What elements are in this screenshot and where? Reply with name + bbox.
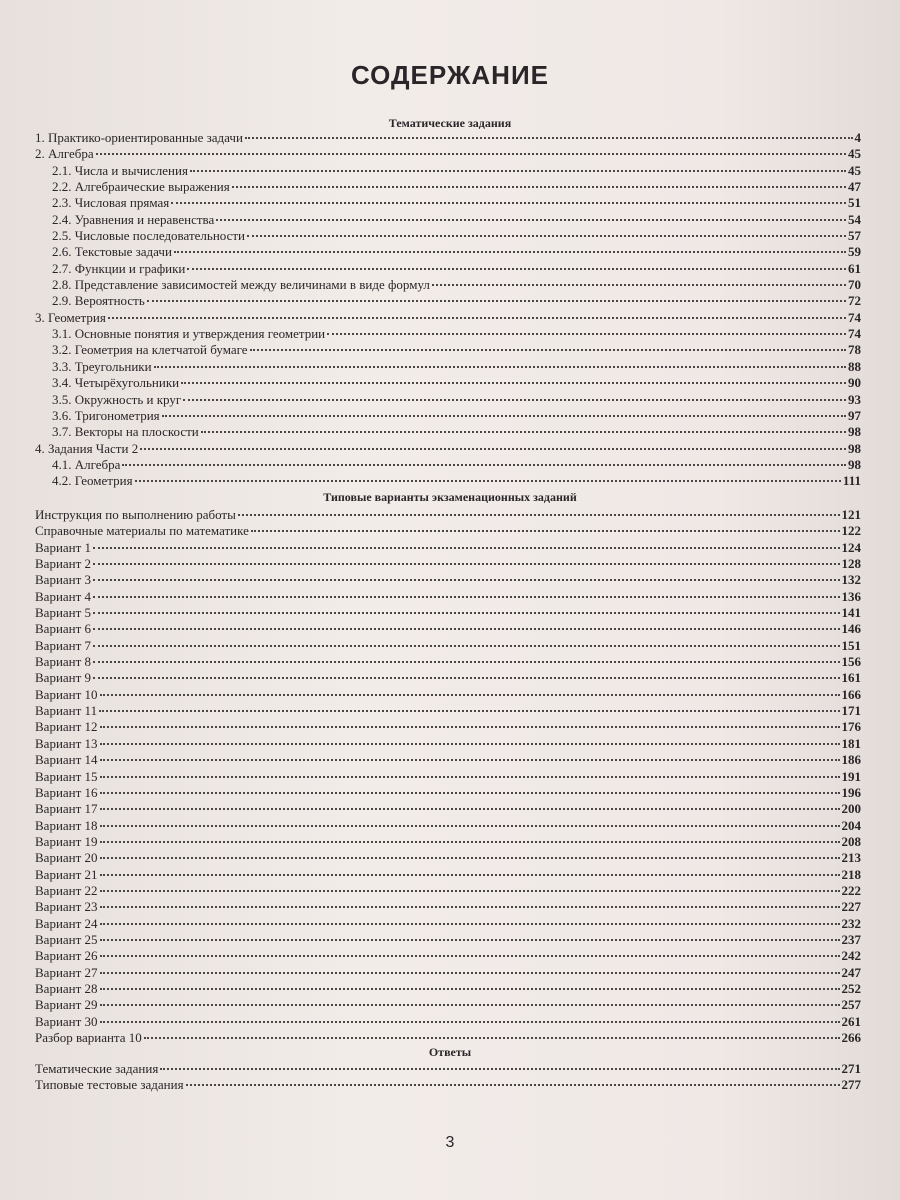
toc-entry [35, 540, 861, 556]
dot-leader [250, 349, 846, 351]
toc-entry [35, 916, 861, 932]
toc-entry [35, 392, 861, 408]
toc-entry [35, 179, 861, 195]
toc-entry [35, 834, 861, 850]
toc-entry [35, 932, 861, 948]
toc-entry-page: 93 [848, 391, 861, 407]
toc-entry [35, 948, 861, 964]
toc-entry-label: 2.4. Уравнения и неравенства [52, 211, 215, 227]
toc-entry-label: 4.1. Алгебра [52, 456, 121, 472]
dot-leader [100, 792, 840, 794]
dot-leader [190, 170, 846, 172]
dot-leader [327, 333, 846, 335]
dot-leader [122, 464, 846, 466]
toc-entry [35, 752, 861, 768]
toc-entry-page: 122 [841, 523, 861, 539]
dot-leader [99, 710, 839, 712]
toc-entry [35, 277, 861, 293]
toc-entry-page: 78 [848, 342, 861, 358]
toc-variants [35, 507, 861, 1046]
toc-entry-label: 3.5. Окружность и круг [52, 391, 182, 407]
toc-entry-page: 271 [841, 1061, 861, 1076]
toc-entry-label: 2.1. Числа и вычисления [52, 162, 188, 178]
toc-entry-page: 204 [841, 817, 861, 833]
toc-entry-label: Вариант 23 [35, 899, 98, 915]
dot-leader [140, 448, 846, 450]
toc-entry-page: 70 [848, 277, 861, 293]
toc-entry-page: 181 [841, 735, 861, 751]
toc-entry-label: Вариант 16 [35, 784, 98, 800]
toc-entry-label: Вариант 9 [35, 670, 92, 686]
toc-entry-label: Вариант 20 [35, 850, 98, 866]
section-heading-thematic: Тематические задания [388, 116, 512, 130]
dot-leader [238, 514, 840, 516]
dot-leader [245, 137, 853, 139]
toc-entry [35, 408, 861, 424]
dot-leader [183, 399, 846, 401]
toc-entry-page: 54 [848, 211, 861, 227]
toc-entry [35, 589, 861, 605]
toc-entry-label: Вариант 8 [35, 654, 92, 670]
toc-entry-page: 208 [841, 833, 861, 849]
dot-leader [160, 1068, 839, 1070]
toc-entry-label: Вариант 11 [35, 703, 98, 719]
toc-entry-page: 51 [848, 195, 861, 211]
dot-leader [100, 1004, 840, 1006]
toc-entry [35, 654, 861, 670]
dot-leader [100, 972, 840, 974]
toc-entry [35, 293, 861, 309]
toc-entry-page: 266 [841, 1030, 861, 1045]
toc-entry-label: 3.6. Тригонометрия [52, 407, 160, 423]
dot-leader [100, 857, 840, 859]
dot-leader [93, 628, 839, 630]
toc-entry [35, 1061, 861, 1077]
dot-leader [100, 743, 840, 745]
dot-leader [174, 251, 846, 253]
toc-entry-page: 98 [848, 424, 861, 440]
toc-entry-page: 132 [841, 572, 861, 588]
toc-entry [35, 507, 861, 523]
dot-leader [93, 579, 839, 581]
toc-entry [35, 638, 861, 654]
toc-entry-page: 74 [848, 326, 861, 342]
dot-leader [432, 284, 846, 286]
toc-entry-page: 247 [841, 964, 861, 980]
toc-entry-label: Вариант 12 [35, 719, 98, 735]
toc-entry-label: 2.2. Алгебраические выражения [52, 179, 230, 195]
dot-leader [93, 612, 839, 614]
toc-entry-label: 2.5. Числовые последовательности [52, 228, 246, 244]
toc-entry [35, 572, 861, 588]
toc-entry [35, 1030, 861, 1046]
toc-entry [35, 163, 861, 179]
toc-entry-page: 90 [848, 375, 861, 391]
dot-leader [93, 563, 839, 565]
dot-leader [144, 1037, 840, 1039]
toc-entry [35, 228, 861, 244]
section-heading-variants: Типовые варианты экзаменационных заданий [323, 490, 577, 504]
toc-entry [35, 801, 861, 817]
toc-entry [35, 850, 861, 866]
toc-entry-page: 222 [841, 882, 861, 898]
dot-leader [100, 955, 840, 957]
toc-entry-page: 232 [841, 915, 861, 931]
toc-entry-label: Вариант 19 [35, 833, 98, 849]
toc-thematic [35, 130, 861, 490]
toc-answers [35, 1061, 861, 1094]
toc-entry [35, 997, 861, 1013]
dot-leader [100, 988, 840, 990]
toc-entry [35, 621, 861, 637]
dot-leader [93, 596, 839, 598]
toc-entry-label: Вариант 2 [35, 556, 92, 572]
toc-entry [35, 473, 861, 489]
toc-entry [35, 244, 861, 260]
toc-entry-label: Вариант 26 [35, 948, 98, 964]
toc-entry [35, 457, 861, 473]
toc-entry-page: 121 [841, 507, 861, 522]
toc-entry-label: Вариант 22 [35, 882, 98, 898]
toc-entry [35, 818, 861, 834]
toc-entry [35, 719, 861, 735]
toc-entry-label: Вариант 24 [35, 915, 98, 931]
toc-entry-page: 156 [841, 654, 861, 670]
toc-entry-page: 146 [841, 621, 861, 637]
toc-entry-label: 3.2. Геометрия на клетчатой бумаге [52, 342, 248, 358]
dot-leader [93, 645, 839, 647]
dot-leader [201, 431, 846, 433]
dot-leader [100, 923, 840, 925]
toc-entry-label: Вариант 21 [35, 866, 98, 882]
toc-entry-page: 74 [848, 309, 861, 325]
section-heading-answers: Ответы [428, 1045, 472, 1059]
toc-entry-label: 2.9. Вероятность [52, 293, 145, 309]
toc-entry-page: 151 [841, 637, 861, 653]
toc-entry-page: 237 [841, 931, 861, 947]
dot-leader [93, 661, 839, 663]
toc-entry-page: 124 [841, 539, 861, 555]
toc-entry-label: Вариант 1 [35, 539, 92, 555]
toc-entry-label: 3.7. Векторы на плоскости [52, 424, 199, 440]
dot-leader [100, 874, 840, 876]
toc-entry-page: 98 [848, 456, 861, 472]
toc-entry [35, 424, 861, 440]
toc-entry-page: 166 [841, 686, 861, 702]
toc-entry [35, 1014, 861, 1030]
toc-entry-label: Вариант 27 [35, 964, 98, 980]
toc-entry-label: Вариант 7 [35, 637, 92, 653]
page-title: СОДЕРЖАНИЕ [351, 60, 549, 90]
toc-entry-page: 128 [841, 556, 861, 572]
toc-entry [35, 212, 861, 228]
dot-leader [93, 677, 839, 679]
toc-entry [35, 670, 861, 686]
toc-entry-label: Вариант 30 [35, 1013, 98, 1029]
toc-entry [35, 441, 861, 457]
toc-entry-page: 277 [841, 1077, 861, 1093]
toc-entry-label: 4. Задания Части 2 [35, 440, 139, 456]
toc-entry-label: Вариант 15 [35, 768, 98, 784]
toc-entry [35, 769, 861, 785]
toc-entry [35, 130, 861, 146]
dot-leader [232, 186, 846, 188]
toc-entry [35, 1077, 861, 1093]
toc-entry [35, 981, 861, 997]
toc-entry [35, 785, 861, 801]
dot-leader [162, 415, 846, 417]
toc-entry-label: Вариант 17 [35, 801, 98, 817]
dot-leader [93, 547, 839, 549]
dot-leader [100, 890, 840, 892]
toc-entry-page: 111 [842, 473, 861, 489]
toc-entry-label: Вариант 5 [35, 605, 92, 621]
toc-entry-label: Вариант 14 [35, 752, 98, 768]
toc-entry-page: 186 [841, 752, 861, 768]
toc-entry-label: 4.2. Геометрия [52, 473, 133, 489]
dot-leader [147, 300, 846, 302]
dot-leader [100, 825, 840, 827]
dot-leader [154, 366, 846, 368]
toc-entry [35, 965, 861, 981]
toc-entry-page: 57 [848, 228, 861, 244]
dot-leader [186, 1084, 840, 1086]
toc-entry-page: 161 [841, 670, 861, 686]
toc-entry-label: 3.1. Основные понятия и утверждения геометрии [52, 326, 326, 342]
dot-leader [171, 202, 846, 204]
toc-entry [35, 523, 861, 539]
toc-entry-label: 2.7. Функции и графики [52, 260, 186, 276]
toc-entry-page: 176 [841, 719, 861, 735]
toc-entry-page: 136 [841, 588, 861, 604]
toc-entry-label: Справочные материалы по математике [35, 523, 249, 539]
toc-entry-label: Вариант 10 [35, 686, 98, 702]
toc-entry-page: 191 [841, 768, 861, 784]
toc-entry-page: 257 [841, 997, 861, 1013]
toc-entry-label: 2.8. Представление зависимостей между величинами в виде формул [52, 277, 430, 293]
toc-entry-page: 227 [841, 899, 861, 915]
toc-entry-label: 3.4. Четырёхугольники [52, 375, 180, 391]
toc-entry-page: 88 [848, 358, 861, 374]
toc-entry-page: 72 [848, 293, 861, 309]
toc-entry-label: Вариант 6 [35, 621, 92, 637]
toc-entry-label: 1. Практико-ориентированные задачи [35, 130, 243, 145]
toc-entry-page: 252 [841, 980, 861, 996]
toc-entry-page: 200 [841, 801, 861, 817]
toc-entry [35, 146, 861, 162]
toc-entry-label: 2. Алгебра [35, 146, 94, 162]
toc-entry-label: Вариант 29 [35, 997, 98, 1013]
toc-entry [35, 359, 861, 375]
dot-leader [100, 841, 840, 843]
toc-entry-label: Вариант 28 [35, 980, 98, 996]
toc-entry-label: Вариант 18 [35, 817, 98, 833]
dot-leader [181, 382, 846, 384]
toc-entry-label: Типовые тестовые задания [35, 1077, 184, 1093]
toc-entry-page: 45 [848, 162, 861, 178]
dot-leader [108, 317, 846, 319]
dot-leader [96, 153, 846, 155]
toc-entry [35, 261, 861, 277]
toc-entry-page: 171 [841, 703, 861, 719]
toc-entry-label: Вариант 13 [35, 735, 98, 751]
dot-leader [187, 268, 846, 270]
toc-entry [35, 605, 861, 621]
toc-entry [35, 326, 861, 342]
page-number: 3 [445, 1134, 455, 1151]
toc-entry-page: 261 [841, 1013, 861, 1029]
dot-leader [100, 939, 840, 941]
toc-entry [35, 687, 861, 703]
dot-leader [100, 759, 840, 761]
toc-entry-label: Вариант 4 [35, 588, 92, 604]
toc-entry-page: 97 [848, 407, 861, 423]
toc-entry-label: 2.6. Текстовые задачи [52, 244, 172, 260]
toc-entry-page: 213 [841, 850, 861, 866]
toc-entry-page: 47 [848, 179, 861, 195]
dot-leader [100, 726, 840, 728]
dot-leader [135, 480, 841, 482]
dot-leader [100, 808, 840, 810]
dot-leader [100, 1021, 840, 1023]
toc-entry [35, 883, 861, 899]
toc-entry [35, 375, 861, 391]
toc-entry-page: 141 [841, 605, 861, 621]
toc-entry-page: 242 [841, 948, 861, 964]
toc-entry-label: Инструкция по выполнению работы [35, 507, 236, 522]
toc-entry-label: 2.3. Числовая прямая [52, 195, 170, 211]
toc-entry-page: 98 [848, 440, 861, 456]
toc-entry-label: Вариант 25 [35, 931, 98, 947]
toc-entry-page: 4 [854, 130, 861, 145]
toc-entry-label: Тематические задания [35, 1061, 159, 1076]
toc-entry [35, 556, 861, 572]
toc-entry-label: Разбор варианта 10 [35, 1030, 142, 1045]
toc-entry [35, 867, 861, 883]
dot-leader [216, 219, 846, 221]
toc-entry-page: 218 [841, 866, 861, 882]
dot-leader [100, 694, 840, 696]
toc-entry-page: 61 [848, 260, 861, 276]
toc-entry [35, 342, 861, 358]
dot-leader [100, 906, 840, 908]
toc-entry-label: 3. Геометрия [35, 309, 106, 325]
toc-entry [35, 703, 861, 719]
toc-entry [35, 736, 861, 752]
toc-entry-label: Вариант 3 [35, 572, 92, 588]
toc-entry-page: 59 [848, 244, 861, 260]
dot-leader [247, 235, 846, 237]
toc-entry-page: 196 [841, 784, 861, 800]
toc-entry-page: 45 [848, 146, 861, 162]
toc-entry [35, 899, 861, 915]
toc-entry [35, 310, 861, 326]
dot-leader [100, 776, 840, 778]
toc-entry [35, 195, 861, 211]
toc-entry-label: 3.3. Треугольники [52, 358, 152, 374]
dot-leader [251, 530, 840, 532]
